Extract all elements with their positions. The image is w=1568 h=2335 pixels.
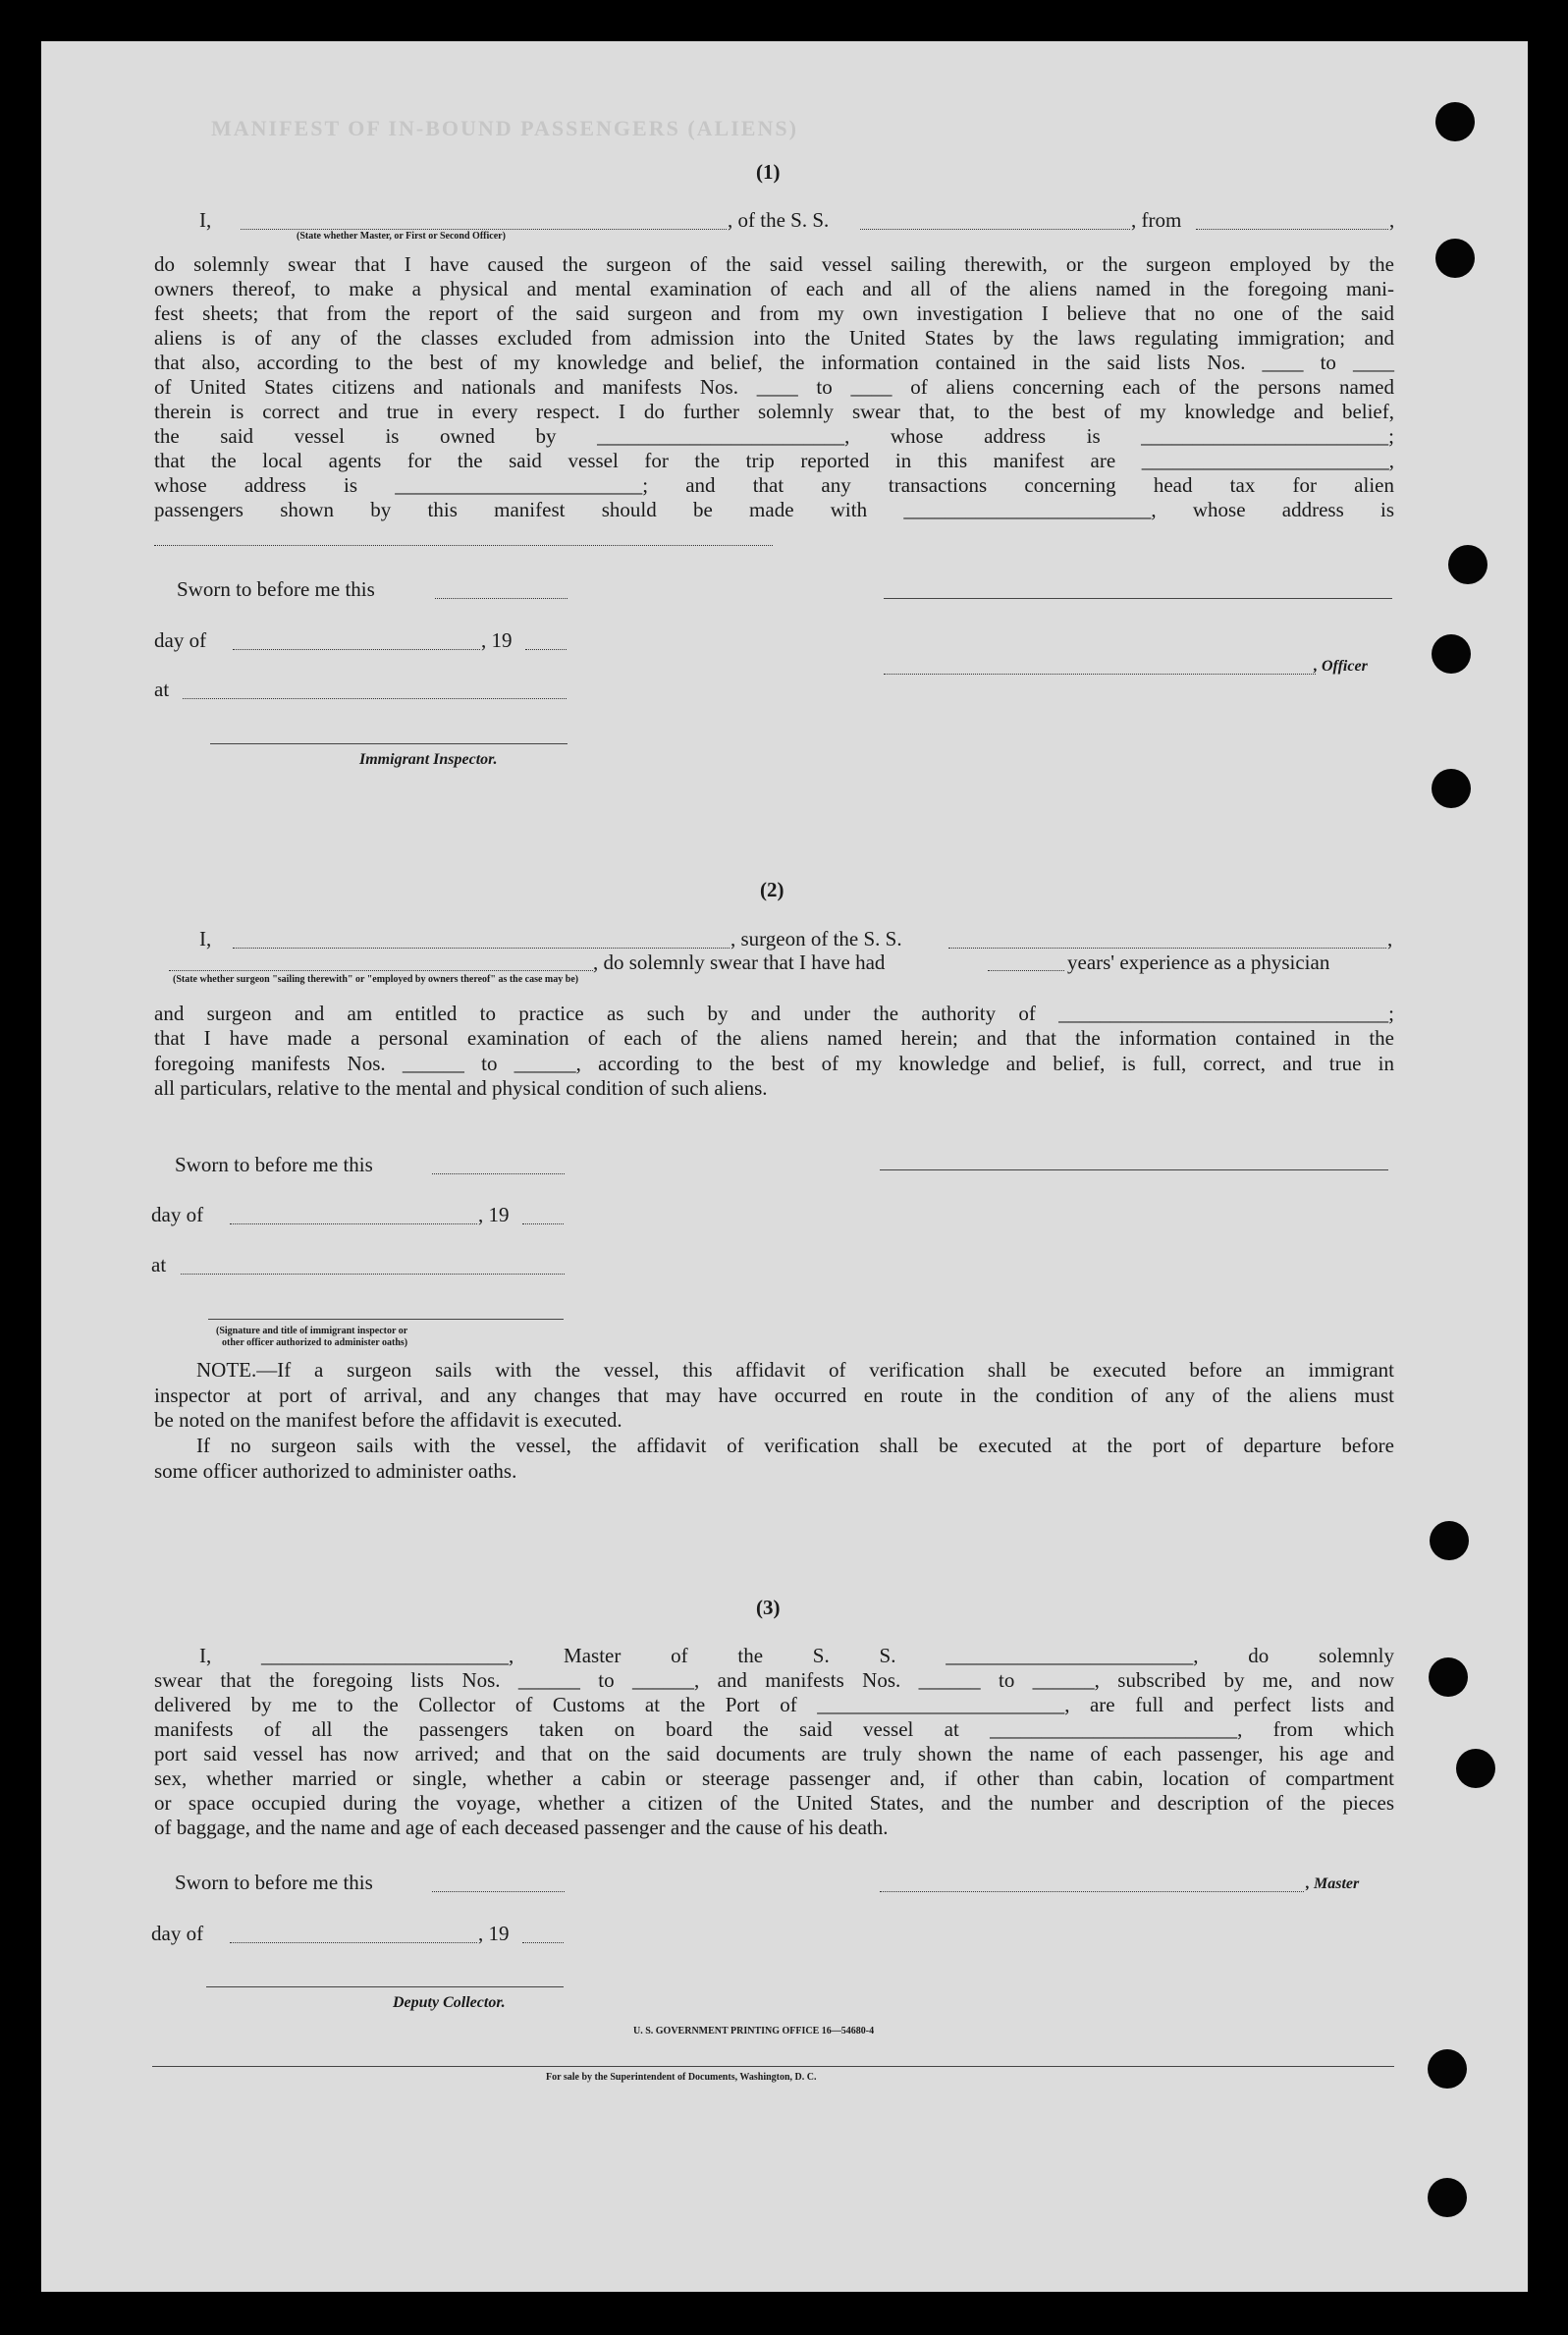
s1-officer-label: , Officer [1314,658,1368,675]
s2-line: and surgeon and am entitled to practice as such by and under the authority of ________________________________; [154,1002,1394,1025]
punch-hole [1429,1657,1468,1697]
s2-day-of-field[interactable] [230,1223,477,1224]
s1-from: , from [1131,208,1182,232]
s1-signature-line[interactable] [884,598,1392,599]
s3-line: I, ________________________, Master of the S. S. ________________________, do solemnly [199,1644,1394,1667]
s2-years-field[interactable] [988,970,1064,971]
s1-day-of-label: day of [154,628,207,652]
s1-line: that the local agents for the said vessel for the trip reported in this manifest are ________________________, [154,449,1394,472]
punch-hole [1435,239,1475,278]
s3-line: sex, whether married or single, whether a cabin or steerage passenger and, if other than cabin, location of compartment [154,1766,1394,1790]
s1-officer-subcaption: (State whether Master, or First or Second Officer) [297,231,506,242]
s1-day-of-field[interactable] [233,649,480,650]
s1-line: of United States citizens and nationals and manifests Nos. ____ to ____ of aliens concerning each of the persons named [154,375,1394,399]
s1-inspector-signature-line[interactable] [210,743,568,744]
s2-note-line: NOTE.—If a surgeon sails with the vessel, this affidavit of verification shall be executed before an immigrant [196,1358,1394,1382]
s3-deputy-label: Deputy Collector. [393,1994,506,2011]
punch-hole [1432,634,1471,674]
punch-hole [1435,102,1475,141]
s3-sworn-date-field[interactable] [432,1891,565,1892]
s1-line: the said vessel is owned by ________________________, whose address is ________________________; [154,424,1394,448]
s2-surgeon-status-field[interactable] [169,970,593,971]
s3-master-signature-field[interactable] [880,1891,1304,1892]
s1-sworn-date-field[interactable] [435,598,568,599]
s1-line: aliens is of any of the classes excluded from admission into the United States by the laws regulating immigration; and [154,326,1394,350]
s3-line: of baggage, and the name and age of each deceased passenger and the cause of his death. [154,1816,889,1839]
s1-line: owners thereof, to make a physical and mental examination of each and all of the aliens named in the foregoing mani- [154,277,1394,300]
gpo-imprint: U. S. GOVERNMENT PRINTING OFFICE 16—54680-4 [633,2026,875,2036]
section-2-number: (2) [760,878,784,901]
punch-hole [1432,769,1471,808]
punch-hole [1456,1749,1495,1788]
s1-officer-name-field[interactable] [241,229,727,230]
s1-line: therein is correct and true in every respect. I do further solemnly swear that, to the best of my knowledge and belief, [154,400,1394,423]
s3-line: port said vessel has now arrived; and that on the said documents are truly shown the name of each passenger, his age and [154,1742,1394,1765]
s3-master-label: , Master [1306,1875,1360,1892]
s2-signature-line[interactable] [880,1169,1388,1170]
s2-note-line: inspector at port of arrival, and any changes that may have occurred en route in the condition of any of the aliens must [154,1384,1394,1407]
s2-note2-line: some officer authorized to administer oaths. [154,1459,517,1483]
s3-year-field[interactable] [522,1942,564,1943]
section-3-number: (3) [756,1596,781,1619]
s1-from-field[interactable] [1196,229,1388,230]
s1-line: whose address is ________________________; and that any transactions concerning head tax for alien [154,473,1394,497]
punch-hole [1448,545,1487,584]
s1-whose-address-field[interactable] [154,545,773,546]
s2-sig-note-2: other officer authorized to administer oaths) [222,1337,408,1348]
s3-deputy-signature-line[interactable] [206,1986,564,1987]
s1-inspector-label: Immigrant Inspector. [359,751,498,768]
section-1-number: (1) [756,160,781,184]
s2-at-field[interactable] [181,1274,565,1275]
s2-note-line: be noted on the manifest before the affidavit is executed. [154,1408,622,1432]
s2-inspector-signature-line[interactable] [208,1319,564,1320]
s1-officer-signature-field[interactable] [884,674,1316,675]
s2-note2-line: If no surgeon sails with the vessel, the affidavit of verification shall be executed at the port of departure before [196,1434,1394,1457]
s2-line: foregoing manifests Nos. ______ to ______, according to the best of my knowledge and belief, is full, correct, and true in [154,1052,1394,1075]
s1-at-field[interactable] [183,698,567,699]
s1-line: that also, according to the best of my knowledge and belief, the information contained in the said lists Nos. ____ to ____ [154,351,1394,374]
s1-year-label: , 19 [481,628,513,652]
s2-year-field[interactable] [522,1223,564,1224]
s1-intro-i: I, [199,208,212,232]
punch-hole [1428,2049,1467,2089]
s1-year-field[interactable] [525,649,567,650]
s1-comma: , [1389,208,1395,232]
s2-surgeon-name-field[interactable] [233,948,730,949]
s2-ship-field[interactable] [948,948,1386,949]
s1-at-label: at [154,678,170,701]
s3-day-of-label: day of [151,1922,204,1945]
punch-hole [1430,1521,1469,1560]
s3-line: or space occupied during the voyage, whether a citizen of the United States, and the number and description of the pieces [154,1791,1394,1815]
s2-at-label: at [151,1253,167,1276]
s1-ship-field[interactable] [860,229,1130,230]
s1-of-ss: , of the S. S. [728,208,830,232]
s2-line: that I have made a personal examination of each of the aliens named herein; and that the information contained in the [154,1026,1394,1050]
s2-day-of-label: day of [151,1203,204,1226]
s3-year-label: , 19 [478,1922,510,1945]
s3-line: manifests of all the passengers taken on board the said vessel at ________________________, from which [154,1717,1394,1741]
header-bleed-through: MANIFEST OF IN-BOUND PASSENGERS (ALIENS) [211,116,798,140]
s2-surgeon-of: , surgeon of the S. S. [730,927,902,950]
s2-years: years' experience as a physician [1067,950,1330,974]
footer-rule [152,2066,1394,2067]
s2-sworn-date-field[interactable] [432,1173,565,1174]
s3-sworn-label: Sworn to before me this [175,1871,373,1894]
s2-line: all particulars, relative to the mental and physical condition of such aliens. [154,1076,768,1100]
s2-comma: , [1387,927,1393,950]
s2-sig-note-1: (Signature and title of immigrant inspector or [216,1326,408,1336]
s3-line: swear that the foregoing lists Nos. ______ to ______, and manifests Nos. ______ to ______, subscribed by me, and now [154,1668,1394,1692]
punch-hole [1428,2178,1467,2217]
s2-sworn-label: Sworn to before me this [175,1153,373,1176]
s1-sworn-label: Sworn to before me this [177,577,375,601]
s2-subcaption: (State whether surgeon "sailing therewith" or "employed by owners thereof" as the case may be) [173,974,579,985]
s1-line: passengers shown by this manifest should be made with ________________________, whose address is [154,498,1394,521]
s3-day-of-field[interactable] [230,1942,477,1943]
sale-notice: For sale by the Superintendent of Documents, Washington, D. C. [546,2072,817,2083]
s1-line: do solemnly swear that I have caused the surgeon of the said vessel sailing therewith, or the surgeon employed by the [154,252,1394,276]
s2-intro-i: I, [199,927,212,950]
s2-year-label: , 19 [478,1203,510,1226]
s2-swear: , do solemnly swear that I have had [593,950,886,974]
s1-line: fest sheets; that from the report of the said surgeon and from my own investigation I believe that no one of the said [154,301,1394,325]
s3-line: delivered by me to the Collector of Customs at the Port of ________________________, are full and perfect lists and [154,1693,1394,1716]
